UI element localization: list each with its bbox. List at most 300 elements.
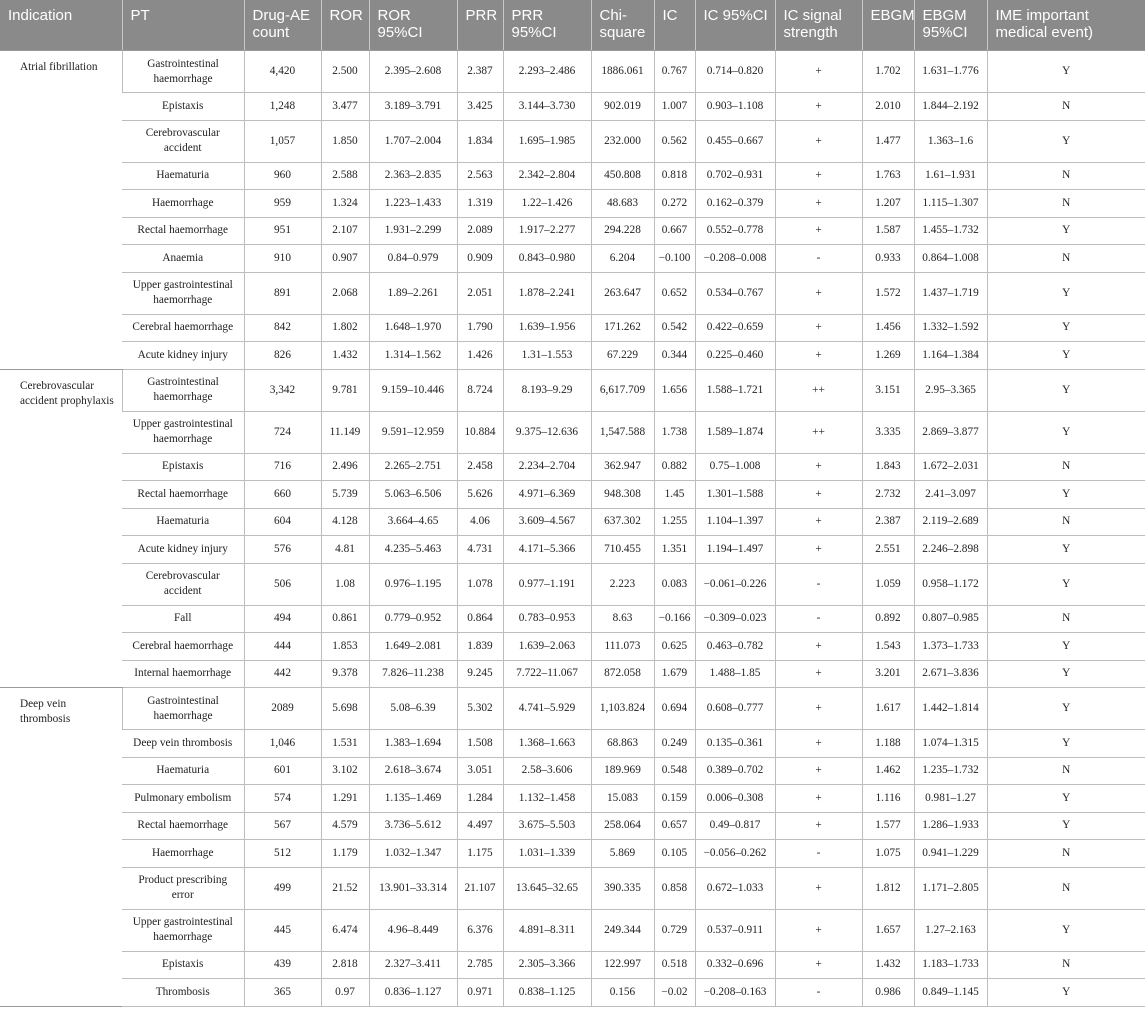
prr-ci-cell: 1.22–1.426: [503, 190, 591, 218]
ic-ci-cell: 0.552–0.778: [695, 217, 775, 245]
ic-cell: 1.351: [654, 536, 695, 564]
prr-ci-cell: 2.342–2.804: [503, 162, 591, 190]
prr-cell: 2.051: [457, 272, 503, 314]
pt-cell: Haemorrhage: [122, 190, 244, 218]
table-row: [0, 411, 1145, 453]
ebgm-ci-cell: 0.958–1.172: [914, 563, 987, 605]
prr-cell: 1.078: [457, 563, 503, 605]
chi-square-cell: 6.204: [591, 245, 654, 273]
prr-cell: 2.563: [457, 162, 503, 190]
pt-cell: Gastrointestinal haemorrhage: [122, 369, 244, 411]
ror-ci-cell: 1.649–2.081: [369, 633, 457, 661]
pt-cell: Internal haemorrhage: [122, 660, 244, 688]
table-row: [0, 190, 1145, 218]
header-ror: ROR: [321, 0, 369, 51]
ror-cell: 1.324: [321, 190, 369, 218]
prr-ci-cell: 0.838–1.125: [503, 979, 591, 1007]
ror-cell: 6.474: [321, 909, 369, 951]
ror-cell: 5.739: [321, 481, 369, 509]
ror-cell: 2.500: [321, 51, 369, 93]
prr-ci-cell: 4.971–6.369: [503, 481, 591, 509]
prr-cell: 4.731: [457, 536, 503, 564]
drug-ae-count-cell: 891: [244, 272, 321, 314]
ebgm-cell: 1.456: [862, 314, 914, 342]
ic-ci-cell: 0.75–1.008: [695, 453, 775, 481]
ic-cell: 0.548: [654, 757, 695, 785]
ebgm-ci-cell: 1.61–1.931: [914, 162, 987, 190]
ror-ci-cell: 1.89–2.261: [369, 272, 457, 314]
ic-cell: 0.657: [654, 812, 695, 840]
chi-square-cell: 232.000: [591, 120, 654, 162]
drug-ae-count-cell: 576: [244, 536, 321, 564]
ic-cell: −0.02: [654, 979, 695, 1007]
ic-cell: 0.562: [654, 120, 695, 162]
pt-cell: Anaemia: [122, 245, 244, 273]
drug-ae-count-cell: 1,057: [244, 120, 321, 162]
pt-cell: Product prescribing error: [122, 867, 244, 909]
chi-square-cell: 710.455: [591, 536, 654, 564]
ror-ci-cell: 3.189–3.791: [369, 93, 457, 121]
ic-ci-cell: 0.006–0.308: [695, 785, 775, 813]
pt-cell: Rectal haemorrhage: [122, 217, 244, 245]
prr-ci-cell: 2.293–2.486: [503, 51, 591, 93]
ic-ci-cell: 0.702–0.931: [695, 162, 775, 190]
ror-cell: 4.579: [321, 812, 369, 840]
ebgm-ci-cell: 1.373–1.733: [914, 633, 987, 661]
drug-ae-count-cell: 444: [244, 633, 321, 661]
ic-signal-strength-cell: +: [775, 93, 862, 121]
prr-cell: 9.245: [457, 660, 503, 688]
prr-cell: 2.089: [457, 217, 503, 245]
table-row: [0, 979, 1145, 1007]
prr-ci-cell: 9.375–12.636: [503, 411, 591, 453]
ebgm-ci-cell: 2.41–3.097: [914, 481, 987, 509]
indication-cell: Cerebrovascular accident prophylaxis: [0, 369, 122, 688]
chi-square-cell: 189.969: [591, 757, 654, 785]
ic-ci-cell: 1.194–1.497: [695, 536, 775, 564]
prr-cell: 1.319: [457, 190, 503, 218]
pt-cell: Gastrointestinal haemorrhage: [122, 51, 244, 93]
ebgm-ci-cell: 1.844–2.192: [914, 93, 987, 121]
ebgm-cell: 2.732: [862, 481, 914, 509]
ime-cell: N: [987, 757, 1145, 785]
ror-cell: 4.128: [321, 508, 369, 536]
ime-cell: Y: [987, 688, 1145, 730]
ebgm-ci-cell: 1.074–1.315: [914, 730, 987, 758]
prr-ci-cell: 4.891–8.311: [503, 909, 591, 951]
ror-ci-cell: 2.327–3.411: [369, 951, 457, 979]
pt-cell: Acute kidney injury: [122, 342, 244, 370]
prr-cell: 0.971: [457, 979, 503, 1007]
ic-cell: 0.652: [654, 272, 695, 314]
table-row: [0, 508, 1145, 536]
ebgm-ci-cell: 0.981–1.27: [914, 785, 987, 813]
ic-ci-cell: 0.463–0.782: [695, 633, 775, 661]
drug-ae-count-cell: 445: [244, 909, 321, 951]
ror-cell: 2.818: [321, 951, 369, 979]
prr-ci-cell: 1.695–1.985: [503, 120, 591, 162]
pt-cell: Upper gastrointestinal haemorrhage: [122, 272, 244, 314]
ebgm-ci-cell: 1.672–2.031: [914, 453, 987, 481]
ror-ci-cell: 7.826–11.238: [369, 660, 457, 688]
pt-cell: Cerebral haemorrhage: [122, 633, 244, 661]
ebgm-ci-cell: 2.95–3.365: [914, 369, 987, 411]
chi-square-cell: 249.344: [591, 909, 654, 951]
header-ror-ci: ROR 95%CI: [369, 0, 457, 51]
ror-cell: 1.850: [321, 120, 369, 162]
ror-cell: 1.432: [321, 342, 369, 370]
ebgm-ci-cell: 2.246–2.898: [914, 536, 987, 564]
ebgm-cell: 1.763: [862, 162, 914, 190]
chi-square-cell: 2.223: [591, 563, 654, 605]
prr-ci-cell: 0.977–1.191: [503, 563, 591, 605]
ror-cell: 3.477: [321, 93, 369, 121]
ebgm-cell: 3.335: [862, 411, 914, 453]
chi-square-cell: 111.073: [591, 633, 654, 661]
chi-square-cell: 450.808: [591, 162, 654, 190]
prr-ci-cell: 1.031–1.339: [503, 840, 591, 868]
chi-square-cell: 294.228: [591, 217, 654, 245]
ror-ci-cell: 1.383–1.694: [369, 730, 457, 758]
drug-ae-count-cell: 439: [244, 951, 321, 979]
ror-cell: 9.781: [321, 369, 369, 411]
ic-ci-cell: 0.455–0.667: [695, 120, 775, 162]
ebgm-ci-cell: 1.363–1.6: [914, 120, 987, 162]
chi-square-cell: 122.997: [591, 951, 654, 979]
ime-cell: N: [987, 508, 1145, 536]
ime-cell: Y: [987, 51, 1145, 93]
ic-cell: 0.667: [654, 217, 695, 245]
prr-ci-cell: 2.305–3.366: [503, 951, 591, 979]
ic-signal-strength-cell: -: [775, 979, 862, 1007]
ic-signal-strength-cell: -: [775, 840, 862, 868]
chi-square-cell: 171.262: [591, 314, 654, 342]
chi-square-cell: 263.647: [591, 272, 654, 314]
table-row: [0, 342, 1145, 370]
ic-ci-cell: 0.49–0.817: [695, 812, 775, 840]
prr-ci-cell: 2.234–2.704: [503, 453, 591, 481]
ror-ci-cell: 9.591–12.959: [369, 411, 457, 453]
ic-signal-strength-cell: +: [775, 633, 862, 661]
ror-ci-cell: 0.84–0.979: [369, 245, 457, 273]
ebgm-ci-cell: 1.235–1.732: [914, 757, 987, 785]
ebgm-cell: 0.986: [862, 979, 914, 1007]
drug-ae-count-cell: 716: [244, 453, 321, 481]
ime-cell: N: [987, 840, 1145, 868]
ror-ci-cell: 5.063–6.506: [369, 481, 457, 509]
ic-cell: 1.738: [654, 411, 695, 453]
table-row: [0, 314, 1145, 342]
ic-ci-cell: 0.608–0.777: [695, 688, 775, 730]
drug-ae-count-cell: 660: [244, 481, 321, 509]
pt-cell: Fall: [122, 605, 244, 633]
table-body: [0, 51, 1145, 1007]
prr-cell: 5.626: [457, 481, 503, 509]
ic-signal-strength-cell: +: [775, 272, 862, 314]
pt-cell: Haematuria: [122, 757, 244, 785]
table-row: [0, 909, 1145, 951]
ic-ci-cell: −0.061–0.226: [695, 563, 775, 605]
ebgm-cell: 1.812: [862, 867, 914, 909]
prr-ci-cell: 7.722–11.067: [503, 660, 591, 688]
chi-square-cell: 637.302: [591, 508, 654, 536]
ebgm-cell: 0.933: [862, 245, 914, 273]
drug-ae-count-cell: 442: [244, 660, 321, 688]
table-row: [0, 453, 1145, 481]
ime-cell: N: [987, 605, 1145, 633]
prr-cell: 8.724: [457, 369, 503, 411]
ime-cell: Y: [987, 563, 1145, 605]
header-prr: PRR: [457, 0, 503, 51]
chi-square-cell: 872.058: [591, 660, 654, 688]
ic-ci-cell: 0.537–0.911: [695, 909, 775, 951]
ime-cell: Y: [987, 411, 1145, 453]
ror-cell: 4.81: [321, 536, 369, 564]
ic-signal-strength-cell: +: [775, 688, 862, 730]
ic-signal-strength-cell: +: [775, 757, 862, 785]
pt-cell: Acute kidney injury: [122, 536, 244, 564]
ic-cell: 0.249: [654, 730, 695, 758]
ror-ci-cell: 2.265–2.751: [369, 453, 457, 481]
header-chi-square: Chi-square: [591, 0, 654, 51]
table-row: [0, 563, 1145, 605]
chi-square-cell: 948.308: [591, 481, 654, 509]
ime-cell: Y: [987, 536, 1145, 564]
prr-ci-cell: 13.645–32.65: [503, 867, 591, 909]
ic-cell: 0.344: [654, 342, 695, 370]
ime-cell: N: [987, 190, 1145, 218]
ic-signal-strength-cell: ++: [775, 411, 862, 453]
ime-cell: N: [987, 453, 1145, 481]
ror-cell: 2.496: [321, 453, 369, 481]
prr-cell: 1.175: [457, 840, 503, 868]
ime-cell: Y: [987, 730, 1145, 758]
drug-ae-count-cell: 910: [244, 245, 321, 273]
ic-ci-cell: 0.225–0.460: [695, 342, 775, 370]
ror-cell: 0.907: [321, 245, 369, 273]
prr-cell: 1.426: [457, 342, 503, 370]
ime-cell: Y: [987, 369, 1145, 411]
ic-cell: 1.679: [654, 660, 695, 688]
prr-ci-cell: 1.639–1.956: [503, 314, 591, 342]
ebgm-ci-cell: 0.849–1.145: [914, 979, 987, 1007]
drug-ae-count-cell: 3,342: [244, 369, 321, 411]
ic-ci-cell: −0.309–0.023: [695, 605, 775, 633]
ror-ci-cell: 1.135–1.469: [369, 785, 457, 813]
table-row: [0, 245, 1145, 273]
ebgm-cell: 1.188: [862, 730, 914, 758]
pt-cell: Gastrointestinal haemorrhage: [122, 688, 244, 730]
table-row: [0, 688, 1145, 730]
table-row: [0, 272, 1145, 314]
pt-cell: Haematuria: [122, 508, 244, 536]
ebgm-ci-cell: 1.631–1.776: [914, 51, 987, 93]
ic-ci-cell: 0.422–0.659: [695, 314, 775, 342]
header-ic-ci: IC 95%CI: [695, 0, 775, 51]
ic-cell: 1.255: [654, 508, 695, 536]
chi-square-cell: 67.229: [591, 342, 654, 370]
ebgm-cell: 3.201: [862, 660, 914, 688]
drug-ae-count-cell: 959: [244, 190, 321, 218]
ebgm-cell: 2.387: [862, 508, 914, 536]
ic-signal-strength-cell: +: [775, 120, 862, 162]
ror-ci-cell: 0.976–1.195: [369, 563, 457, 605]
prr-cell: 10.884: [457, 411, 503, 453]
pt-cell: Cerebrovascular accident: [122, 120, 244, 162]
ic-ci-cell: 1.104–1.397: [695, 508, 775, 536]
ic-cell: 1.45: [654, 481, 695, 509]
chi-square-cell: 15.083: [591, 785, 654, 813]
ror-ci-cell: 9.159–10.446: [369, 369, 457, 411]
drug-ae-count-cell: 842: [244, 314, 321, 342]
ic-signal-strength-cell: -: [775, 245, 862, 273]
ic-ci-cell: 0.534–0.767: [695, 272, 775, 314]
ebgm-cell: 2.551: [862, 536, 914, 564]
prr-cell: 3.051: [457, 757, 503, 785]
ime-cell: N: [987, 951, 1145, 979]
header-ic-signal-strength: IC signal strength: [775, 0, 862, 51]
prr-ci-cell: 1.878–2.241: [503, 272, 591, 314]
ebgm-ci-cell: 1.332–1.592: [914, 314, 987, 342]
pt-cell: Cerebrovascular accident: [122, 563, 244, 605]
ic-signal-strength-cell: +: [775, 909, 862, 951]
drug-ae-count-cell: 724: [244, 411, 321, 453]
ror-ci-cell: 1.032–1.347: [369, 840, 457, 868]
prr-ci-cell: 4.171–5.366: [503, 536, 591, 564]
ic-signal-strength-cell: +: [775, 730, 862, 758]
prr-ci-cell: 1.31–1.553: [503, 342, 591, 370]
header-ebgm-ci: EBGM 95%CI: [914, 0, 987, 51]
ebgm-ci-cell: 1.437–1.719: [914, 272, 987, 314]
ebgm-ci-cell: 1.286–1.933: [914, 812, 987, 840]
drug-ae-count-cell: 2089: [244, 688, 321, 730]
pt-cell: Epistaxis: [122, 93, 244, 121]
ic-cell: 0.858: [654, 867, 695, 909]
prr-ci-cell: 2.58–3.606: [503, 757, 591, 785]
prr-cell: 3.425: [457, 93, 503, 121]
ror-cell: 1.531: [321, 730, 369, 758]
header-drug-ae-count: Drug-AE count: [244, 0, 321, 51]
ror-cell: 2.588: [321, 162, 369, 190]
ic-signal-strength-cell: +: [775, 660, 862, 688]
pt-cell: Deep vein thrombosis: [122, 730, 244, 758]
ic-cell: 0.882: [654, 453, 695, 481]
ime-cell: Y: [987, 633, 1145, 661]
prr-ci-cell: 0.843–0.980: [503, 245, 591, 273]
ror-cell: 3.102: [321, 757, 369, 785]
header-prr-ci: PRR 95%CI: [503, 0, 591, 51]
drug-ae-count-cell: 506: [244, 563, 321, 605]
ebgm-cell: 1.059: [862, 563, 914, 605]
table-row: [0, 536, 1145, 564]
drug-ae-count-cell: 365: [244, 979, 321, 1007]
ebgm-cell: 1.462: [862, 757, 914, 785]
ebgm-ci-cell: 1.115–1.307: [914, 190, 987, 218]
ebgm-ci-cell: 0.864–1.008: [914, 245, 987, 273]
ime-cell: Y: [987, 342, 1145, 370]
ime-cell: N: [987, 867, 1145, 909]
drug-ae-count-cell: 4,420: [244, 51, 321, 93]
chi-square-cell: 68.863: [591, 730, 654, 758]
chi-square-cell: 48.683: [591, 190, 654, 218]
ror-ci-cell: 13.901–33.314: [369, 867, 457, 909]
ic-cell: 0.767: [654, 51, 695, 93]
prr-cell: 1.508: [457, 730, 503, 758]
ebgm-cell: 1.207: [862, 190, 914, 218]
ime-cell: N: [987, 245, 1145, 273]
ic-cell: 0.083: [654, 563, 695, 605]
ic-cell: 0.625: [654, 633, 695, 661]
ime-cell: Y: [987, 979, 1145, 1007]
table-row: [0, 162, 1145, 190]
ror-ci-cell: 5.08–6.39: [369, 688, 457, 730]
pt-cell: Upper gastrointestinal haemorrhage: [122, 909, 244, 951]
drug-ae-count-cell: 567: [244, 812, 321, 840]
pt-cell: Rectal haemorrhage: [122, 481, 244, 509]
ror-cell: 1.291: [321, 785, 369, 813]
ic-signal-strength-cell: -: [775, 563, 862, 605]
prr-cell: 5.302: [457, 688, 503, 730]
ebgm-cell: 1.432: [862, 951, 914, 979]
drug-ae-count-cell: 1,248: [244, 93, 321, 121]
ror-ci-cell: 4.235–5.463: [369, 536, 457, 564]
ic-signal-strength-cell: +: [775, 190, 862, 218]
indication-cell: Atrial fibrillation: [0, 51, 122, 370]
prr-ci-cell: 8.193–9.29: [503, 369, 591, 411]
prr-cell: 21.107: [457, 867, 503, 909]
ic-cell: 0.542: [654, 314, 695, 342]
prr-cell: 0.909: [457, 245, 503, 273]
ime-cell: Y: [987, 481, 1145, 509]
ebgm-cell: 3.151: [862, 369, 914, 411]
prr-cell: 6.376: [457, 909, 503, 951]
ebgm-ci-cell: 0.941–1.229: [914, 840, 987, 868]
ic-signal-strength-cell: ++: [775, 369, 862, 411]
pt-cell: Epistaxis: [122, 453, 244, 481]
table-row: [0, 785, 1145, 813]
table-row: [0, 481, 1145, 509]
ic-ci-cell: 0.714–0.820: [695, 51, 775, 93]
ebgm-ci-cell: 1.27–2.163: [914, 909, 987, 951]
drug-ae-count-cell: 601: [244, 757, 321, 785]
ic-cell: 0.105: [654, 840, 695, 868]
prr-ci-cell: 0.783–0.953: [503, 605, 591, 633]
ime-cell: N: [987, 162, 1145, 190]
ic-ci-cell: 1.588–1.721: [695, 369, 775, 411]
table-row: [0, 867, 1145, 909]
ic-ci-cell: 0.903–1.108: [695, 93, 775, 121]
pt-cell: Haemorrhage: [122, 840, 244, 868]
ime-cell: Y: [987, 812, 1145, 840]
ic-cell: 0.159: [654, 785, 695, 813]
ime-cell: N: [987, 93, 1145, 121]
ebgm-ci-cell: 2.119–2.689: [914, 508, 987, 536]
chi-square-cell: 5.869: [591, 840, 654, 868]
ic-ci-cell: 0.672–1.033: [695, 867, 775, 909]
ebgm-cell: 1.543: [862, 633, 914, 661]
prr-cell: 0.864: [457, 605, 503, 633]
ic-ci-cell: −0.208–0.008: [695, 245, 775, 273]
ror-ci-cell: 1.707–2.004: [369, 120, 457, 162]
prr-cell: 1.834: [457, 120, 503, 162]
drug-ae-count-cell: 604: [244, 508, 321, 536]
ic-cell: 0.518: [654, 951, 695, 979]
ic-cell: 0.818: [654, 162, 695, 190]
ebgm-cell: 1.116: [862, 785, 914, 813]
ror-ci-cell: 3.736–5.612: [369, 812, 457, 840]
prr-ci-cell: 3.609–4.567: [503, 508, 591, 536]
ebgm-cell: 1.702: [862, 51, 914, 93]
